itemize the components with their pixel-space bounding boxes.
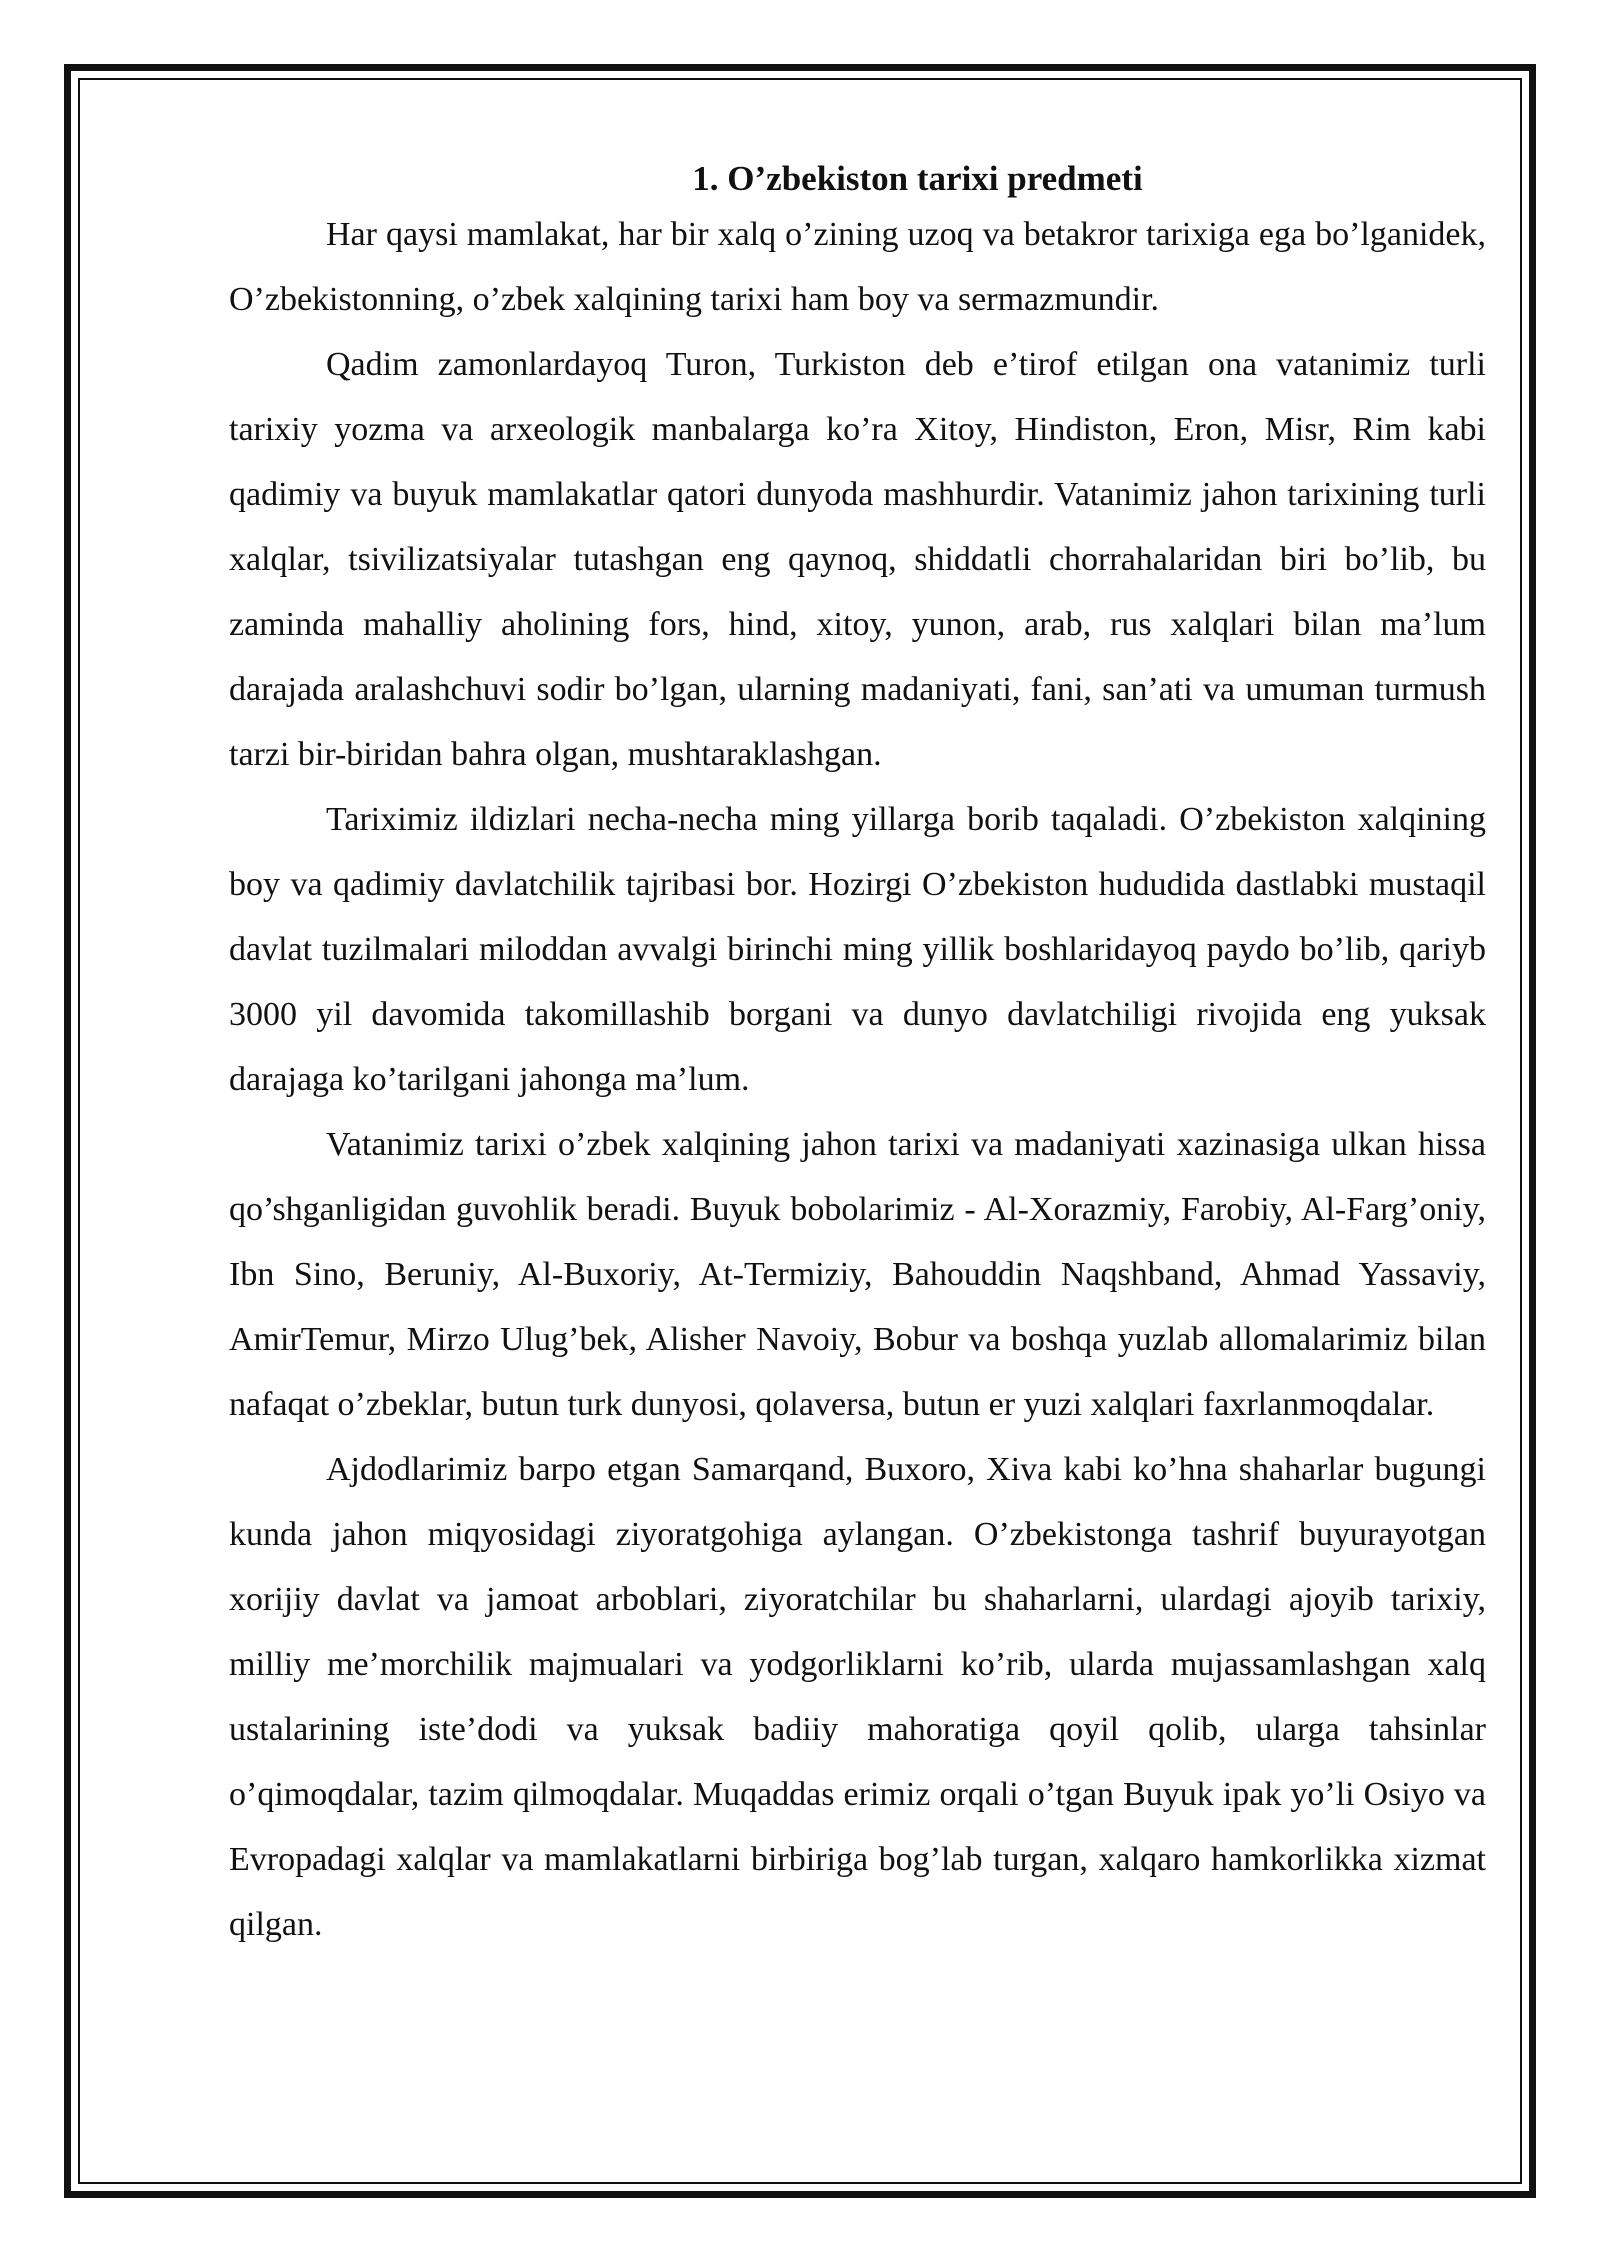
paragraph-5: Ajdodlarimiz barpo etgan Samarqand, Buxoro, Xiva kabi ko’hna shaharlar bugungi kunda jahon miqyosidagi ziyoratgohiga aylangan. O’zbekistonga tashrif buyurayotgan xorijiy davlat va jamoat arboblari, ziyoratchilar bu shaharlarni, ulardagi ajoyib tarixiy, milliy me’morchilik majmualari va yodgorliklarni ko’rib, ularda mujassamlashgan xalq ustalarining iste’dodi va yuksak badiiy mahoratiga qoyil qolib, ularga tahsinlar o’qimoqdalar, tazim qilmoqdalar. Muqaddas erimiz orqali o’tgan Buyuk ipak yo’li Osiyo va Evropadagi xalqlar va mamlakatlarni birbiriga bog’lab turgan, xalqaro hamkorlikka xizmat qilgan. [229, 1451, 1486, 1943]
document-heading: 1. O’zbekiston tarixi predmeti [692, 159, 1143, 198]
document-body [229, 148, 1486, 1957]
paragraph-1: Har qaysi mamlakat, har bir xalq o’zining uzoq va betakror tarixiga ega bo’lganidek, O’zbekistonning, o’zbek xalqining tarixi ham boy va sermazmundir. [229, 216, 1486, 318]
paragraph-4: Vatanimiz tarixi o’zbek xalqining jahon tarixi va madaniyati xazinasiga ulkan hissa qo’shganligidan guvohlik beradi. Buyuk bobolarimiz - Al-Xorazmiy, Farobiy, Al-Farg’oniy, Ibn Sino, Beruniy, Al-Buxoriy, At-Termiziy, Bahouddin Naqshband, Ahmad Yassaviy, AmirTemur, Mirzo Ulug’bek, Alisher Navoiy, Bobur va boshqa yuzlab allomalarimiz bilan nafaqat o’zbeklar, butun turk dunyosi, qolaversa, butun er yuzi xalqlari faxrlanmoqdalar. [229, 1126, 1486, 1423]
paragraph-2: Qadim zamonlardayoq Turon, Turkiston deb e’tirof etilgan ona vatanimiz turli tarixiy yozma va arxeologik manbalarga ko’ra Xitoy, Hindiston, Eron, Misr, Rim kabi qadimiy va buyuk mamlakatlar qatori dunyoda mashhurdir. Vatanimiz jahon tarixining turli xalqlar, tsivilizatsiyalar tutashgan eng qaynoq, shiddatli chorrahalaridan biri bo’lib, bu zaminda mahalliy aholining fors, hind, xitoy, yunon, arab, rus xalqlari bilan ma’lum darajada aralashchuvi sodir bo’lgan, ularning madaniyati, fani, san’ati va umuman turmush tarzi bir-biridan bahra olgan, mushtaraklashgan. [229, 346, 1486, 773]
paragraph-3: Tariximiz ildizlari necha-necha ming yillarga borib taqaladi. O’zbekiston xalqining boy va qadimiy davlatchilik tajribasi bor. Hozirgi O’zbekiston hududida dastlabki mustaqil davlat tuzilmalari miloddan avvalgi birinchi ming yillik boshlaridayoq paydo bo’lib, qariyb 3000 yil davomida takomillashib borgani va dunyo davlatchiligi rivojida eng yuksak darajaga ko’tarilgani jahonga ma’lum. [229, 801, 1486, 1098]
